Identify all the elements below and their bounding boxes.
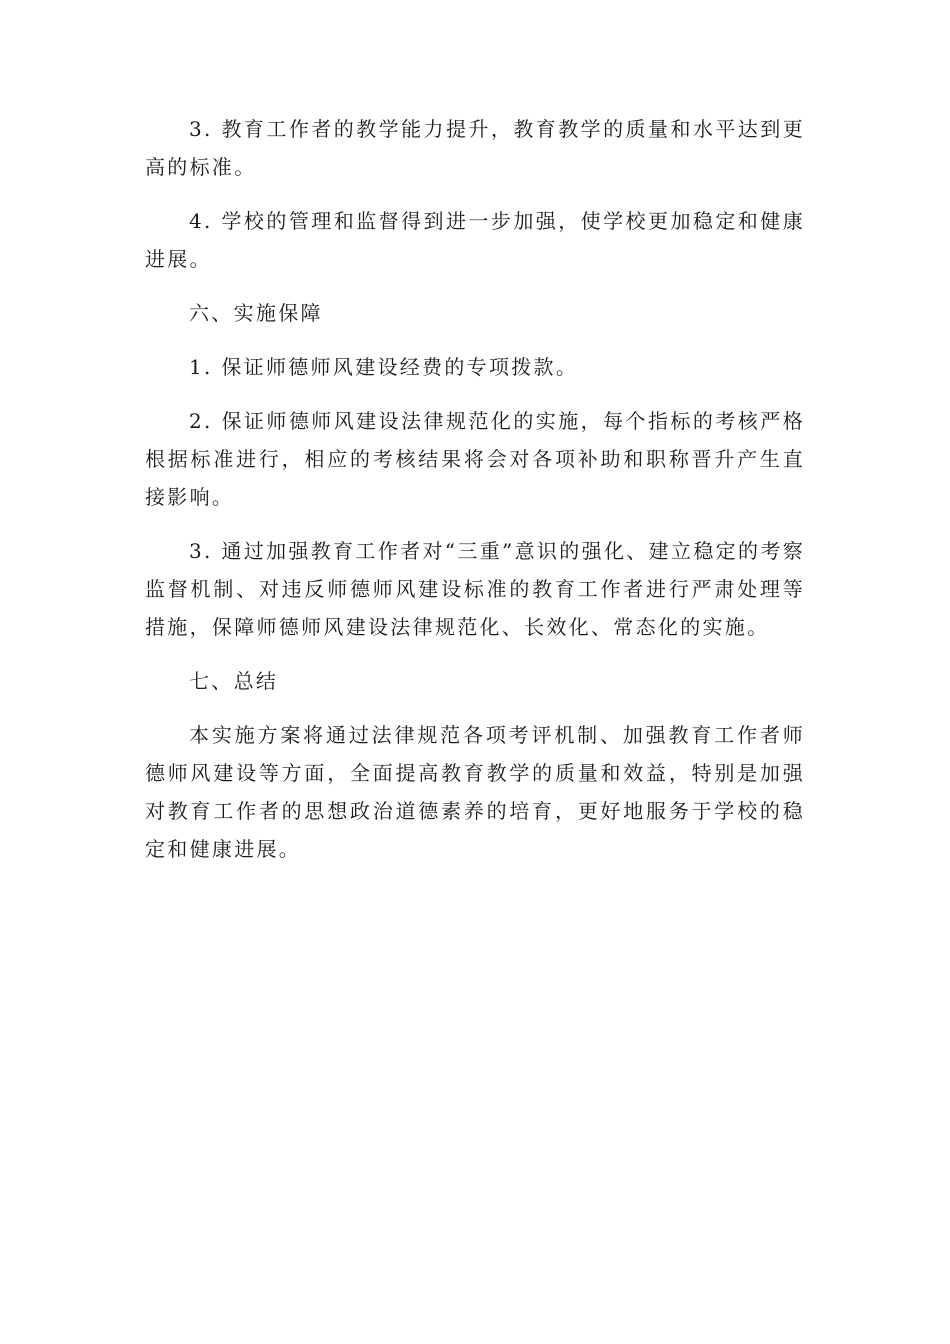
paragraph-goal-3: 3. 教育工作者的教学能力提升，教育教学的质量和水平达到更高的标准。: [145, 117, 805, 179]
section-heading-implementation-guarantee: 六、实施保障: [189, 301, 323, 325]
document-body: [145, 110, 805, 884]
paragraph-guarantee-1: 1. 保证师德师风建设经费的专项拨款。: [189, 355, 579, 379]
paragraph-goal-4: 4. 学校的管理和监督得到进一步加强，使学校更加稳定和健康进展。: [145, 209, 805, 271]
paragraph-guarantee-3: 3. 通过加强教育工作者对“三重”意识的强化、建立稳定的考察监督机制、对违反师德师风建设标准的教育工作者进行严肃处理等措施，保障师德师风建设法律规范化、长效化、常态化的实施。: [145, 539, 805, 639]
paragraph-summary: 本实施方案将通过法律规范各项考评机制、加强教育工作者师德师风建设等方面，全面提高教育教学的质量和效益，特别是加强对教育工作者的思想政治道德素养的培育，更好地服务于学校的稳定和健康进展。: [145, 723, 805, 861]
section-heading-summary: 七、总结: [189, 669, 279, 693]
paragraph-guarantee-2: 2. 保证师德师风建设法律规范化的实施，每个指标的考核严格根据标准进行，相应的考核结果将会对各项补助和职称晋升产生直接影响。: [145, 409, 805, 509]
